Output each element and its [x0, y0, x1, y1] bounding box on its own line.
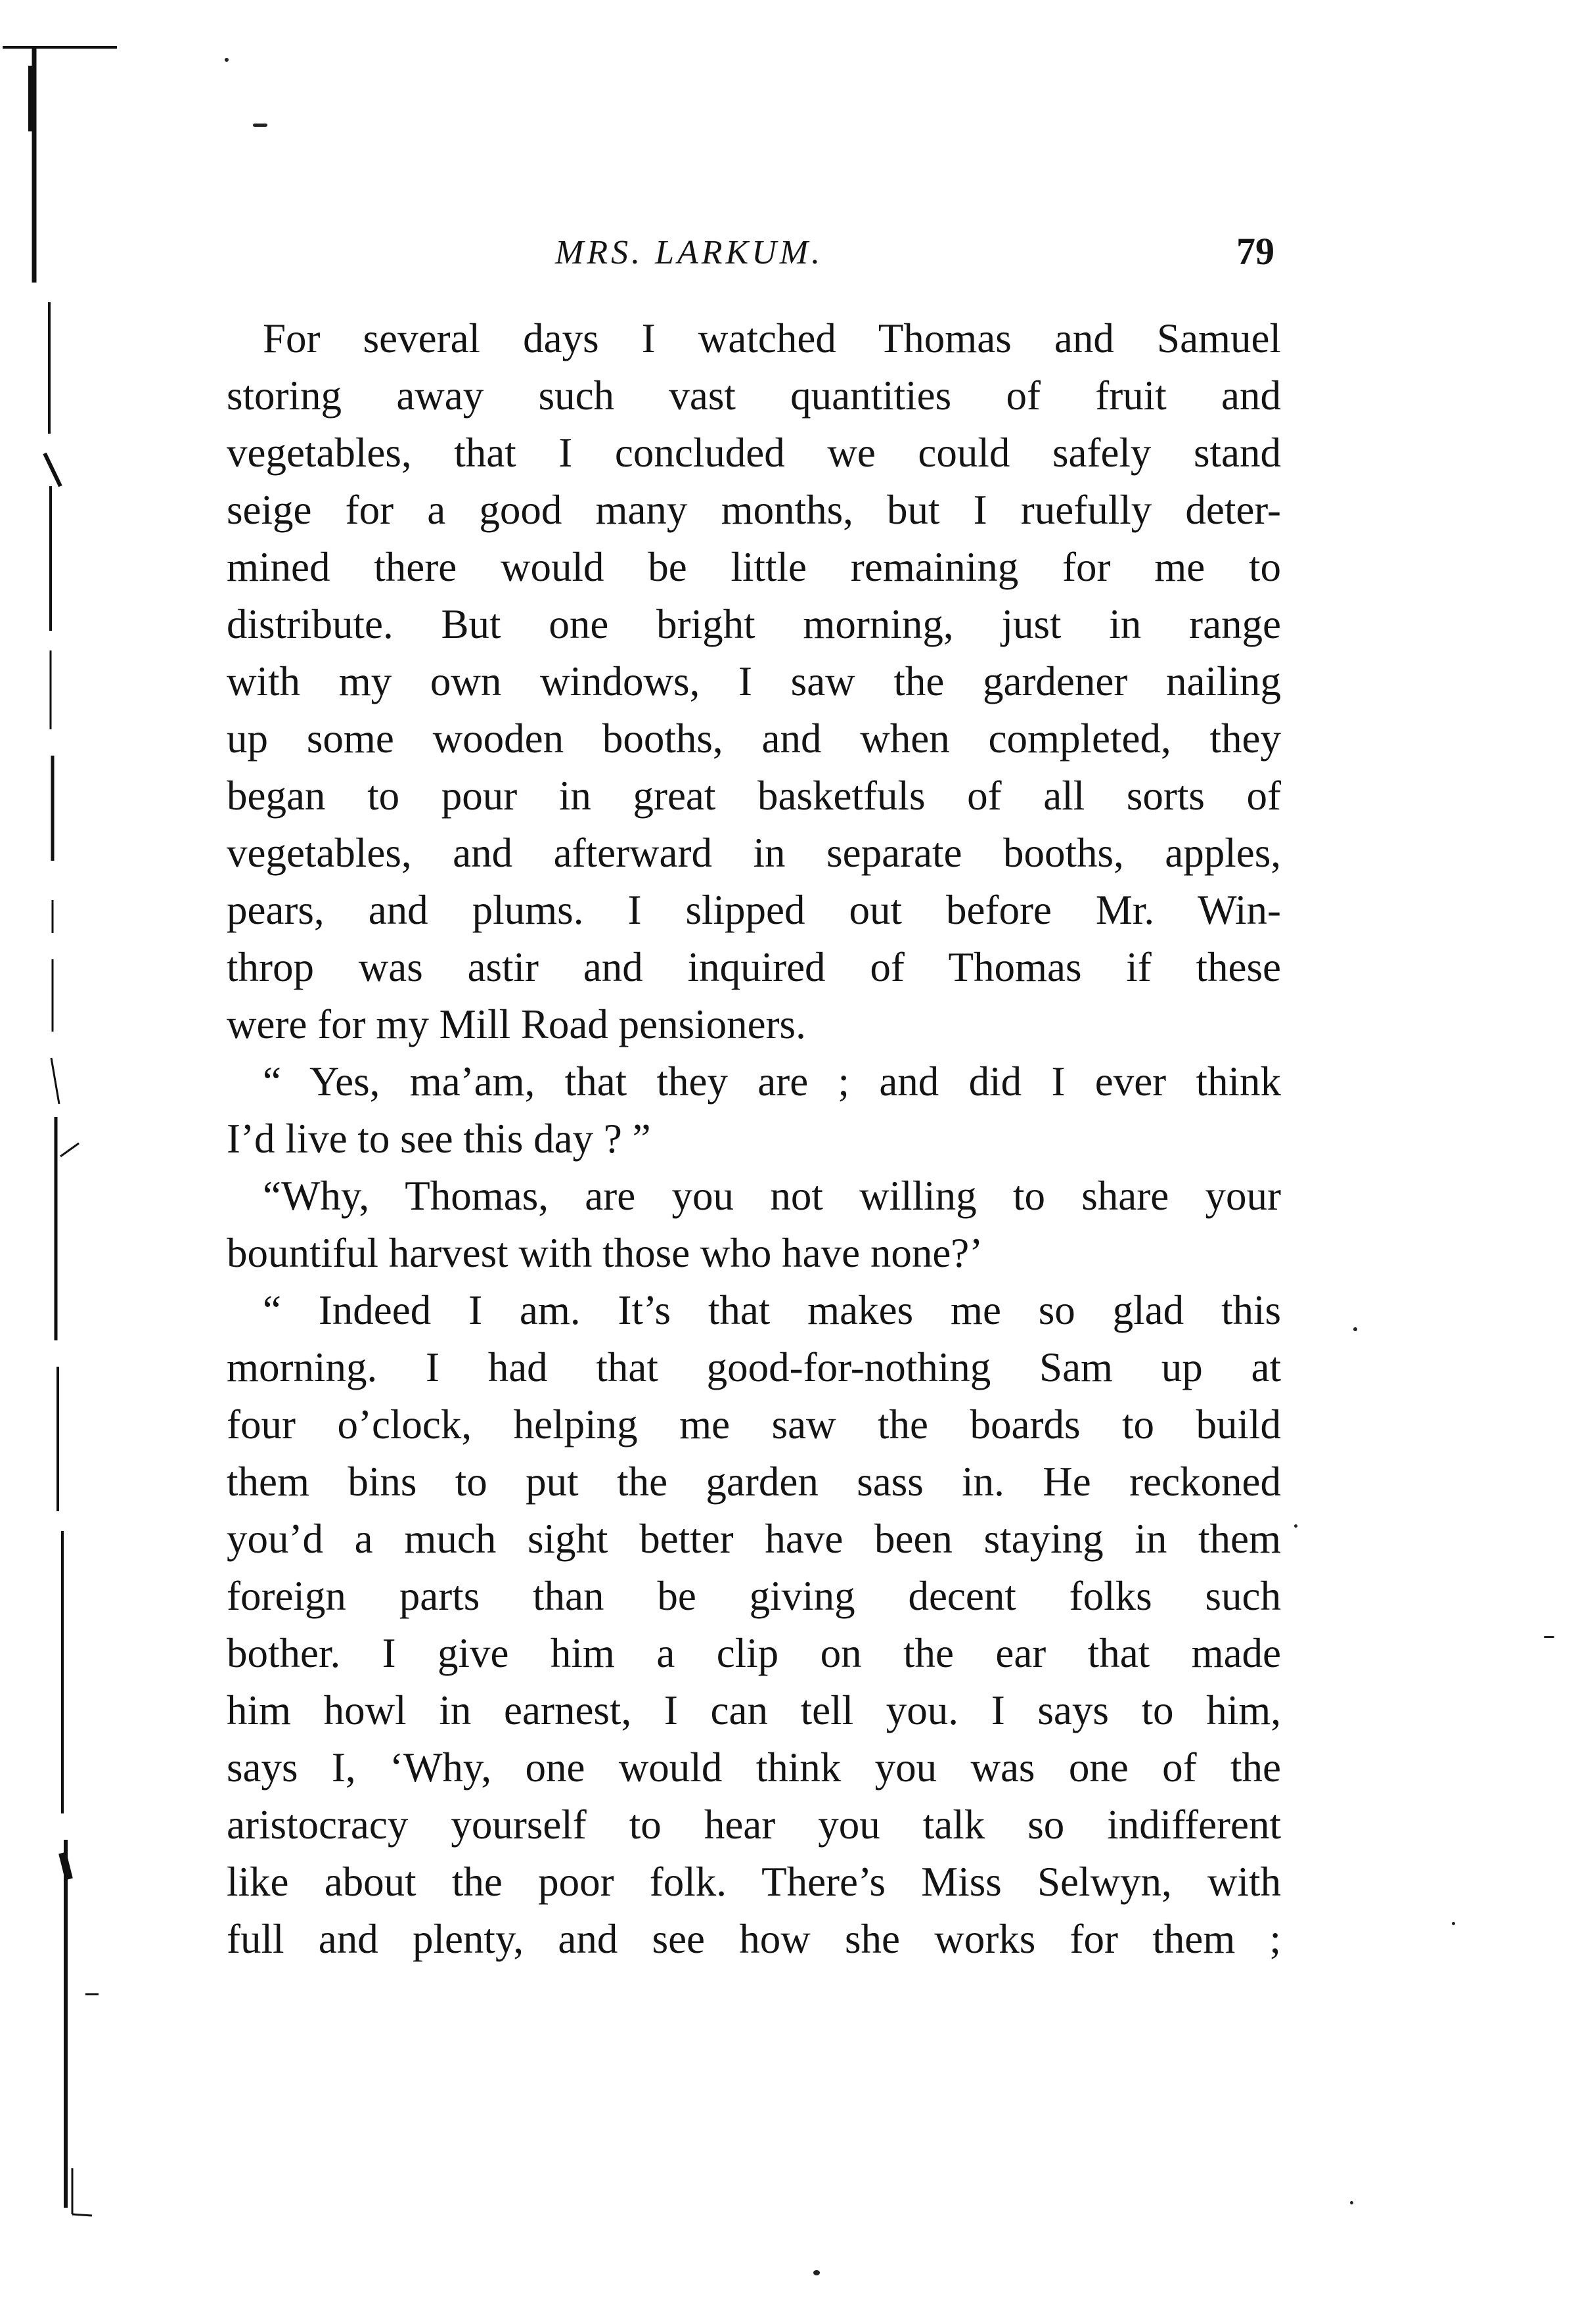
text-line: “Why, Thomas, are you not willing to share your	[263, 1173, 1281, 1219]
scan-speck	[225, 58, 229, 62]
text-line: seige for a good many months, but I ruefully deter-	[227, 487, 1281, 533]
text-line: bother. I give him a clip on the ear that made	[227, 1630, 1281, 1676]
text-line: distribute. But one bright morning, just in range	[227, 601, 1281, 647]
page-header	[233, 230, 1294, 286]
page-number: 79	[1236, 230, 1274, 273]
scan-speck	[1353, 1327, 1357, 1331]
text-line: four o’clock, helping me saw the boards to build	[227, 1401, 1281, 1447]
text-line: with my own windows, I saw the gardener nailing	[227, 658, 1281, 704]
binding-edge-marks	[0, 0, 131, 2324]
text-line: up some wooden booths, and when completed, they	[227, 716, 1281, 762]
scan-speck	[813, 2270, 820, 2275]
text-line: began to pour in great basketfuls of all sorts of	[227, 773, 1281, 819]
text-line: For several days I watched Thomas and Samuel	[263, 315, 1281, 361]
scan-speck	[1294, 1524, 1297, 1528]
text-line: him howl in earnest, I can tell you. I says to him,	[227, 1687, 1281, 1733]
running-head: MRS. LARKUM.	[555, 234, 824, 271]
scan-speck	[253, 124, 267, 127]
scan-speck	[1544, 1636, 1554, 1638]
scan-speck	[1452, 1922, 1455, 1925]
text-line: “ Indeed I am. It’s that makes me so glad this	[263, 1287, 1281, 1333]
scan-speck	[1350, 2201, 1353, 2204]
body-text	[227, 310, 1281, 1968]
text-line: I’d live to see this day ? ”	[227, 1116, 651, 1162]
text-line: were for my Mill Road pensioners.	[227, 1001, 806, 1047]
text-line: “ Yes, ma’am, that they are ; and did I ever think	[263, 1059, 1281, 1105]
text-line: pears, and plums. I slipped out before Mr. Win-	[227, 887, 1281, 933]
text-line: morning. I had that good-for-nothing Sam up at	[227, 1344, 1281, 1390]
text-line: vegetables, and afterward in separate booths, apples,	[227, 830, 1281, 876]
text-line: vegetables, that I concluded we could safely stand	[227, 430, 1281, 476]
text-line: throp was astir and inquired of Thomas if these	[227, 944, 1281, 990]
text-line: you’d a much sight better have been staying in them	[227, 1516, 1281, 1562]
text-line: says I, ‘Why, one would think you was one of the	[227, 1744, 1281, 1790]
text-line: full and plenty, and see how she works for them ;	[227, 1916, 1281, 1962]
text-line: like about the poor folk. There’s Miss Selwyn, with	[227, 1859, 1281, 1905]
text-line: them bins to put the garden sass in. He reckoned	[227, 1459, 1281, 1505]
text-line: bountiful harvest with those who have none?’	[227, 1230, 983, 1276]
text-line: mined there would be little remaining for me to	[227, 544, 1281, 590]
text-line: storing away such vast quantities of fruit and	[227, 373, 1281, 419]
text-line: foreign parts than be giving decent folks such	[227, 1573, 1281, 1619]
text-line: aristocracy yourself to hear you talk so indifferent	[227, 1802, 1281, 1848]
